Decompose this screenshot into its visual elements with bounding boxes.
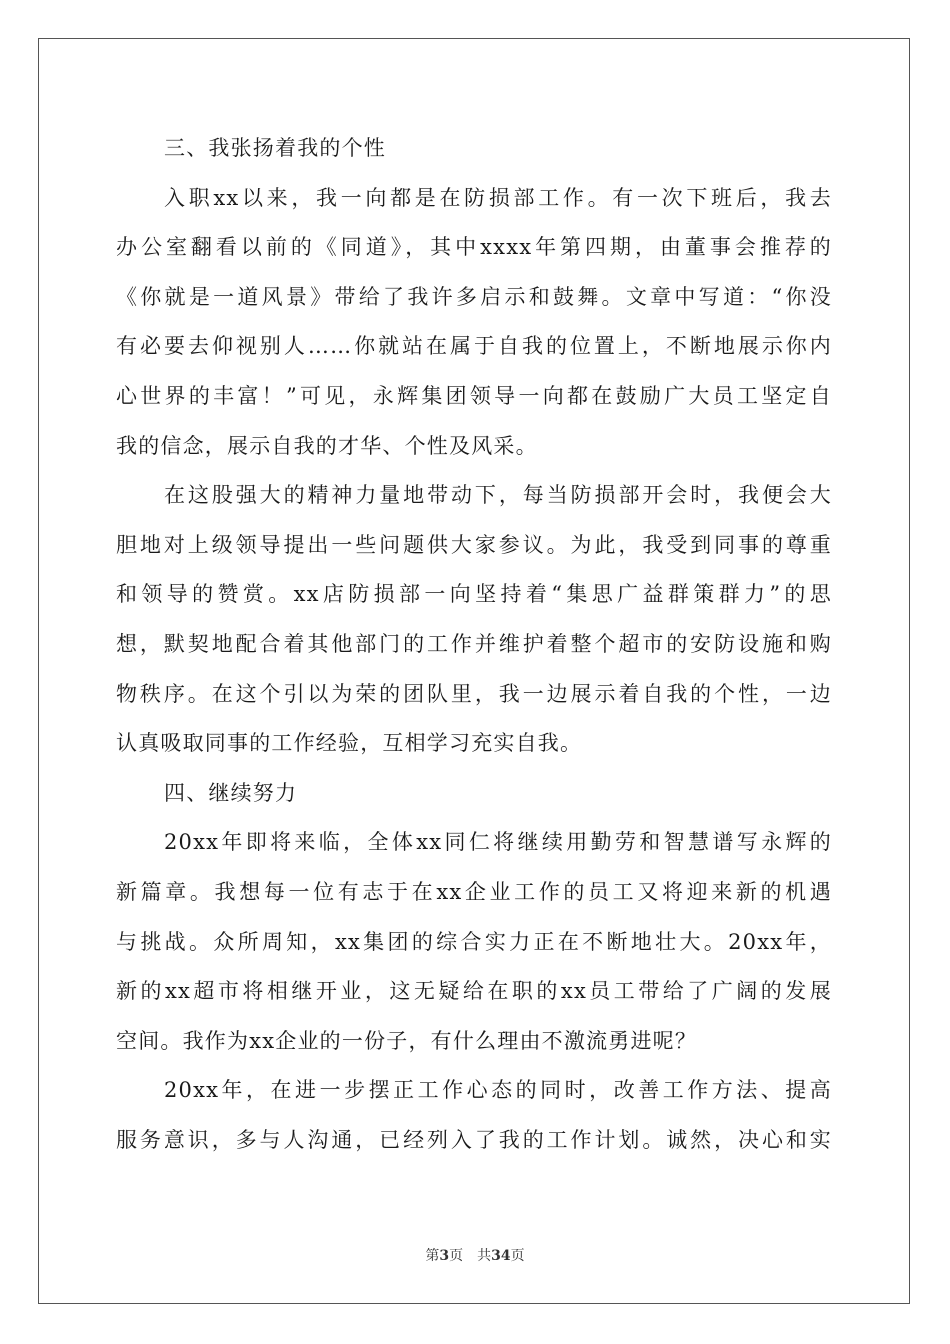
total-suffix: 页 [510,1248,525,1264]
text-line: 新篇章。我想每一位有志于在xx企业工作的员工又将迎来新的机遇 [116,879,832,904]
text-line: 服务意识，多与人沟通，已经列入了我的工作计划。诚然，决心和实 [116,1127,832,1152]
text-line: 四、继续努力 [164,780,298,805]
text-line: 20xx年即将来临，全体xx同仁将继续用勤劳和智慧谱写永辉的 [164,830,832,855]
text-line: 有必要去仰视别人……你就站在属于自我的位置上，不断地展示你内 [116,334,832,359]
text-line: 20xx年，在进一步摆正工作心态的同时，改善工作方法、提高 [164,1078,832,1103]
total-pages: 34 [491,1248,511,1264]
page-suffix: 页 [449,1248,464,1264]
text-line: 办公室翻看以前的《同道》，其中xxxx年第四期，由董事会推荐的 [116,235,832,260]
text-line: 在这股强大的精神力量地带动下，每当防损部开会时，我便会大 [164,483,832,508]
text-line: 与挑战。众所周知，xx集团的综合实力正在不断地壮大。20xx年， [116,929,832,954]
text-line: 心世界的丰富！”可见，永辉集团领导一向都在鼓励广大员工坚定自 [116,383,832,408]
text-line: 空间。我作为xx企业的一份子，有什么理由不激流勇进呢？ [116,1028,698,1053]
text-line: 胆地对上级领导提出一些问题供大家参议。为此，我受到同事的尊重 [116,532,832,557]
page-number: 3 [439,1248,450,1264]
text-line: 物秩序。在这个引以为荣的团队里，我一边展示着自我的个性，一边 [116,681,832,706]
text-line: 新的xx超市将相继开业，这无疑给在职的xx员工带给了广阔的发展 [116,979,832,1004]
text-line: 认真吸取同事的工作经验，互相学习充实自我。 [116,731,583,756]
text-line: 入职xx以来，我一向都是在防损部工作。有一次下班后，我去 [164,185,832,210]
page-footer [0,1245,950,1265]
total-prefix: 共 [477,1248,492,1264]
text-line: 《你就是一道风景》带给了我许多启示和鼓舞。文章中写道：“你没 [116,284,832,309]
page-prefix: 第 [425,1248,440,1264]
text-line: 我的信念，展示自我的才华、个性及风采。 [116,433,538,458]
text-line: 想，默契地配合着其他部门的工作并维护着整个超市的安防设施和购 [116,631,832,656]
text-line: 三、我张扬着我的个性 [164,136,386,160]
text-line: 和领导的赞赏。xx店防损部一向坚持着“集思广益群策群力”的思 [116,582,832,607]
document-body [116,124,832,1165]
